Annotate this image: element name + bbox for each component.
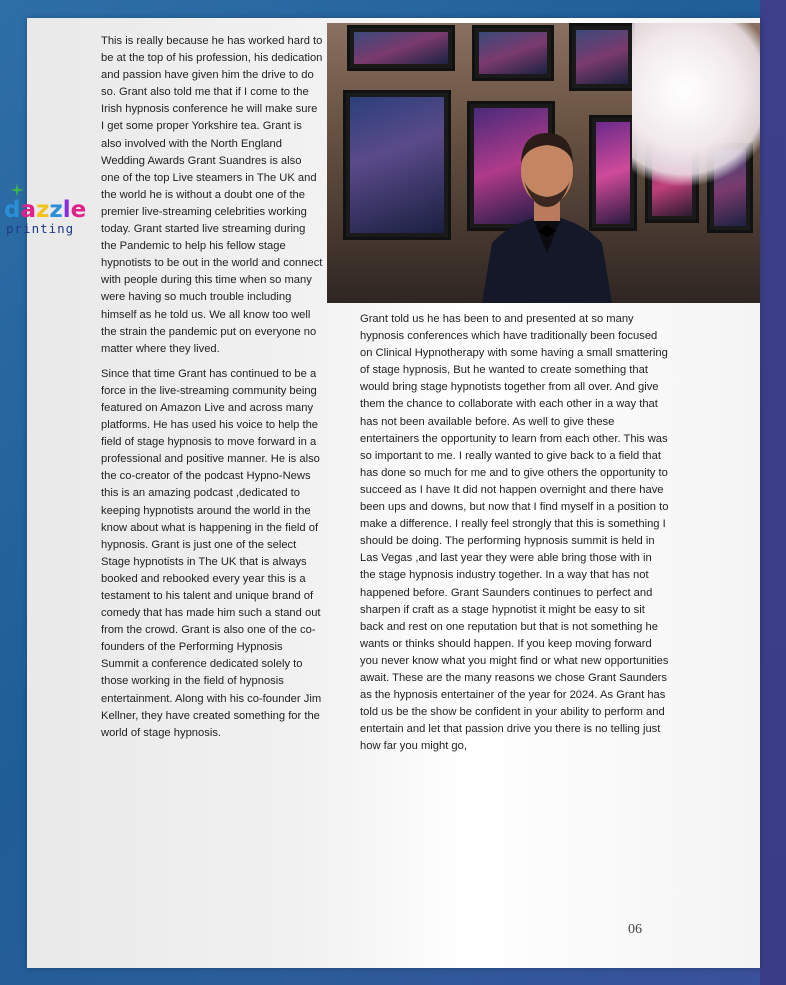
page-number: 06 — [628, 922, 642, 937]
logo-subtitle: printing — [6, 221, 75, 236]
right-paragraph-1: Grant told us he has been to and presented at so many hypnosis conferences which have traditionally been focused on Clinical Hypnotherapy with some having a small smattering of stage hypnosis, But he wanted to create something that would bring stage hypnotists together from all over. And give them the chance to collaborate with each other in a way that has not been available before. As well to give these entertainers the opportunity to learn from each other. This was so important to me. I really wanted to give back to a field that has done so much for me and to give others the opportunity to succeed as I have It did not happen overnight and there have been ups and downs, but now that I find myself in a position to make a difference. I really feel strongly that this is something I should be doing. The performing hypnosis summit is held in Las Vegas ,and last year they were able bring those with in the stage hypnosis industry together. In a way that has not happened before. Grant Saunders continues to perfect and sharpen if craft as a stage hypnotist it might be easy to sit back and rest on one reputation but that is not something he wants or thinks should happen. If you keep moving forward you never know what you might find or what new opportunities await. These are the many reasons we chose Grant Saunders as the hypnosis entertainer of the year for 2024. As Grant has told us be the show be confident in your ability to perform and entertain and let that passion drive you there is no telling just how far you might go, — [360, 313, 669, 753]
right-text-column — [360, 311, 670, 763]
left-paragraph-1: This is really because he has worked hard to be at the top of his profession, his dedication and passion have given him the drive to do so. Grant also told me that if I come to the Irish hypnosis conference he will make sure I get some proper Yorkshire tea. Grant is also involved with the North England Wedding Awards Grant Suandres is also one of the top Live steamers in The UK and the world he is without a doubt one of the premier live-streaming celebrities working today. Grant started live streaming during the Pandemic to help his fellow stage hypnotists to be out in the world and connect with people during this time when so many were having so much trouble including himself as he told us. We all know too well the strain the pandemic put on everyone no matter where they lived. — [101, 35, 323, 355]
left-text-column — [101, 33, 323, 750]
grant-saunders-photo — [327, 23, 760, 303]
sparkle-icon — [10, 183, 24, 197]
left-paragraph-2: Since that time Grant has continued to be a force in the live-streaming community being featured on Amazon Live and across many platforms. He has used his voice to help the field of stage hypnosis to move forward in a professional and positive manner. He is also the co-creator of the podcast Hypno-News this is an amazing podcast ,dedicated to keeping hypnotists around the world in the know about what is happening in the field of hypnosis. Grant is just one of the select Stage hypnotists in The UK that is always booked and rebooked every year this is a testament to his talent and unique brand of comedy that has made him such a stand out from the crowd. Grant is also one of the co-founders of the Performing Hypnosis Summit a conference dedicated solely to those working in the field of hypnosis entertainment. Along with his co-founder Jim Kellner, they have created something for the world of stage hypnosis. — [101, 367, 322, 739]
wall-photo-frame — [347, 25, 455, 71]
man-in-tuxedo — [472, 103, 622, 303]
dazzle-printing-logo — [2, 183, 92, 243]
white-blossom-tree — [632, 23, 760, 193]
logo-wordmark: dazzle — [4, 197, 87, 223]
wall-photo-frame — [472, 25, 554, 81]
magazine-page — [27, 18, 760, 968]
wall-photo-frame — [569, 23, 635, 91]
wall-photo-frame — [343, 90, 451, 240]
right-edge-band — [760, 0, 786, 985]
